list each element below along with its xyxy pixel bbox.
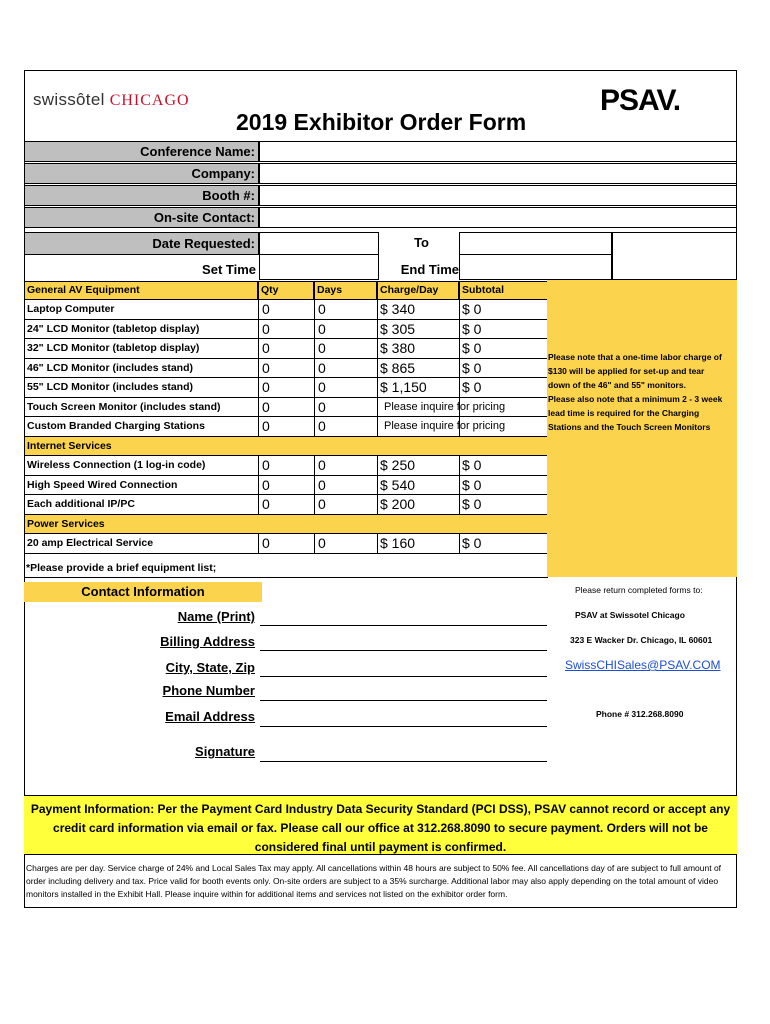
name-line[interactable] — [260, 625, 547, 626]
av-row-qty-cell[interactable]: 0 — [258, 398, 314, 418]
av-row-charge-cell: Please inquire for pricing — [377, 398, 548, 418]
phone-line[interactable] — [260, 700, 547, 701]
av-row-subtotal-cell: $ 0 — [459, 339, 548, 359]
name-label: Name (Print) — [177, 609, 255, 624]
contact-header: Contact Information — [24, 582, 262, 602]
conference-name-label: Conference Name: — [24, 141, 259, 162]
av-row-charge-cell: Please inquire for pricing — [377, 417, 548, 437]
av-row-subtotal-cell: $ 0 — [459, 320, 548, 340]
return-name: PSAV at Swissotel Chicago — [575, 610, 685, 620]
note-line: $130 will be applied for set-up and tear — [548, 366, 705, 376]
to-label: To — [414, 235, 429, 250]
return-phone: Phone # 312.268.8090 — [596, 709, 684, 719]
return-email-link[interactable]: SwissCHISales@PSAV.COM — [565, 658, 721, 672]
date-end-field[interactable] — [459, 232, 612, 255]
onsite-contact-label: On-site Contact: — [24, 207, 259, 228]
av-row-subtotal-cell: $ 0 — [459, 300, 548, 320]
av-row-item-cell: Custom Branded Charging Stations — [24, 417, 258, 437]
swissotel-logo — [33, 90, 190, 110]
power-row-charge-cell: $ 160 — [377, 534, 459, 554]
av-row-item-cell: 46" LCD Monitor (includes stand) — [24, 359, 258, 379]
company-field[interactable] — [259, 163, 737, 184]
internet-row-qty-cell[interactable]: 0 — [258, 456, 314, 476]
page-title: 2019 Exhibitor Order Form — [236, 109, 527, 135]
booth-field[interactable] — [259, 185, 737, 206]
internet-section-header: Internet Services — [24, 437, 548, 456]
av-row-days-cell[interactable]: 0 — [314, 320, 377, 340]
booth-label: Booth #: — [24, 185, 259, 206]
internet-row-qty-cell[interactable]: 0 — [258, 476, 314, 496]
av-row-days-cell[interactable]: 0 — [314, 359, 377, 379]
labor-note — [548, 350, 736, 434]
internet-row-days-cell[interactable]: 0 — [314, 476, 377, 496]
av-row-days-cell[interactable]: 0 — [314, 300, 377, 320]
city-label: City, State, Zip — [165, 660, 255, 675]
internet-row-days-cell[interactable]: 0 — [314, 495, 377, 515]
col-subtotal: Subtotal — [459, 281, 548, 300]
end-time-field[interactable] — [459, 255, 612, 280]
av-row-item-cell: Touch Screen Monitor (includes stand) — [24, 398, 258, 418]
conference-name-field[interactable] — [259, 141, 737, 162]
internet-row-charge-cell: $ 200 — [377, 495, 459, 515]
av-row-charge-cell: $ 380 — [377, 339, 459, 359]
internet-row-subtotal-cell: $ 0 — [459, 456, 548, 476]
col-charge: Charge/Day — [377, 281, 459, 300]
logo-swiss-text: swissôtel — [33, 90, 105, 109]
psav-logo: PSAV. — [600, 84, 681, 117]
payment-info — [24, 795, 737, 855]
col-qty: Qty — [258, 281, 314, 300]
note-line: Please also note that a minimum 2 - 3 week — [548, 394, 723, 404]
power-row-qty-cell[interactable]: 0 — [258, 534, 314, 554]
internet-row-item-cell: High Speed Wired Connection — [24, 476, 258, 496]
av-row-days-cell[interactable]: 0 — [314, 398, 377, 418]
phone-label: Phone Number — [162, 683, 255, 698]
signature-line[interactable] — [260, 761, 547, 762]
internet-row-days-cell[interactable]: 0 — [314, 456, 377, 476]
signature-label: Signature — [195, 744, 255, 759]
payment-line: credit card information via email or fax. Please call our office at 312.268.8090 to secure payment. Orders will not be — [53, 821, 708, 835]
av-row-qty-cell[interactable]: 0 — [258, 378, 314, 398]
av-row-subtotal-cell — [459, 417, 548, 437]
note-line: Please note that a one-time labor charge of — [548, 352, 722, 362]
date-extra-cell — [612, 232, 737, 280]
power-row-subtotal-cell: $ 0 — [459, 534, 548, 554]
av-row-qty-cell[interactable]: 0 — [258, 300, 314, 320]
internet-row-charge-cell: $ 540 — [377, 476, 459, 496]
email-label: Email Address — [165, 709, 255, 724]
return-address: 323 E Wacker Dr. Chicago, IL 60601 — [570, 635, 713, 645]
av-row-charge-cell: $ 340 — [377, 300, 459, 320]
end-time-label: End Time — [400, 262, 459, 277]
av-row-charge-cell: $ 1,150 — [377, 378, 459, 398]
billing-label: Billing Address — [160, 634, 255, 649]
av-row-item-cell: 24" LCD Monitor (tabletop display) — [24, 320, 258, 340]
set-time-label: Set Time — [202, 262, 256, 277]
set-time-field[interactable] — [259, 255, 379, 280]
email-line[interactable] — [260, 726, 547, 727]
payment-line: Payment Information: Per the Payment Card Industry Data Security Standard (PCI DSS), PSAV cannot record or accept any — [30, 802, 731, 816]
av-row-item-cell: 32" LCD Monitor (tabletop display) — [24, 339, 258, 359]
internet-row-qty-cell[interactable]: 0 — [258, 495, 314, 515]
av-row-item-cell: 55" LCD Monitor (includes stand) — [24, 378, 258, 398]
return-intro: Please return completed forms to: — [575, 585, 703, 595]
power-row-days-cell[interactable]: 0 — [314, 534, 377, 554]
equipment-list-note: *Please provide a brief equipment list; — [26, 562, 217, 574]
av-row-days-cell[interactable]: 0 — [314, 417, 377, 437]
av-row-subtotal-cell: $ 0 — [459, 378, 548, 398]
av-row-days-cell[interactable]: 0 — [314, 339, 377, 359]
onsite-contact-field[interactable] — [259, 207, 737, 228]
divider — [24, 577, 548, 578]
av-row-qty-cell[interactable]: 0 — [258, 417, 314, 437]
city-line[interactable] — [260, 676, 547, 677]
av-row-qty-cell[interactable]: 0 — [258, 339, 314, 359]
fine-print: Charges are per day. Service charge of 24% and Local Sales Tax may apply. All cancellations within 48 hours are subject to 50% fee. All cancellations day of are subject to full amount of order including delivery and tax. Price valid for booth events only. On-site orders are subject to a 35% surcharge. Additional labor may also apply depending on the total amount of video monitors installed in the Exhibit Hall. Please inquire within for additional items and services not listed on the exhibitor order form. — [26, 863, 722, 899]
av-row-subtotal-cell: $ 0 — [459, 359, 548, 379]
note-line: lead time is required for the Charging — [548, 408, 700, 418]
power-section-header: Power Services — [24, 515, 548, 534]
av-row-qty-cell[interactable]: 0 — [258, 320, 314, 340]
col-equipment: General AV Equipment — [24, 281, 258, 300]
billing-line[interactable] — [260, 650, 547, 651]
power-row-item-cell: 20 amp Electrical Service — [24, 534, 258, 554]
av-row-subtotal-cell — [459, 398, 548, 418]
internet-row-item-cell: Each additional IP/PC — [24, 495, 258, 515]
internet-row-subtotal-cell: $ 0 — [459, 476, 548, 496]
note-line: down of the 46" and 55" monitors. — [548, 380, 686, 390]
internet-row-subtotal-cell: $ 0 — [459, 495, 548, 515]
date-start-field[interactable] — [259, 232, 379, 255]
date-requested-label: Date Requested: — [24, 232, 259, 255]
col-days: Days — [314, 281, 377, 300]
av-row-charge-cell: $ 305 — [377, 320, 459, 340]
payment-line: considered final until payment is confirmed. — [254, 840, 507, 854]
internet-row-item-cell: Wireless Connection (1 log-in code) — [24, 456, 258, 476]
company-label: Company: — [24, 163, 259, 184]
av-row-item-cell: Laptop Computer — [24, 300, 258, 320]
av-row-days-cell[interactable]: 0 — [314, 378, 377, 398]
av-row-qty-cell[interactable]: 0 — [258, 359, 314, 379]
av-row-charge-cell: $ 865 — [377, 359, 459, 379]
note-line: Stations and the Touch Screen Monitors — [548, 422, 711, 432]
internet-row-charge-cell: $ 250 — [377, 456, 459, 476]
logo-chicago-text: CHICAGO — [109, 92, 190, 109]
